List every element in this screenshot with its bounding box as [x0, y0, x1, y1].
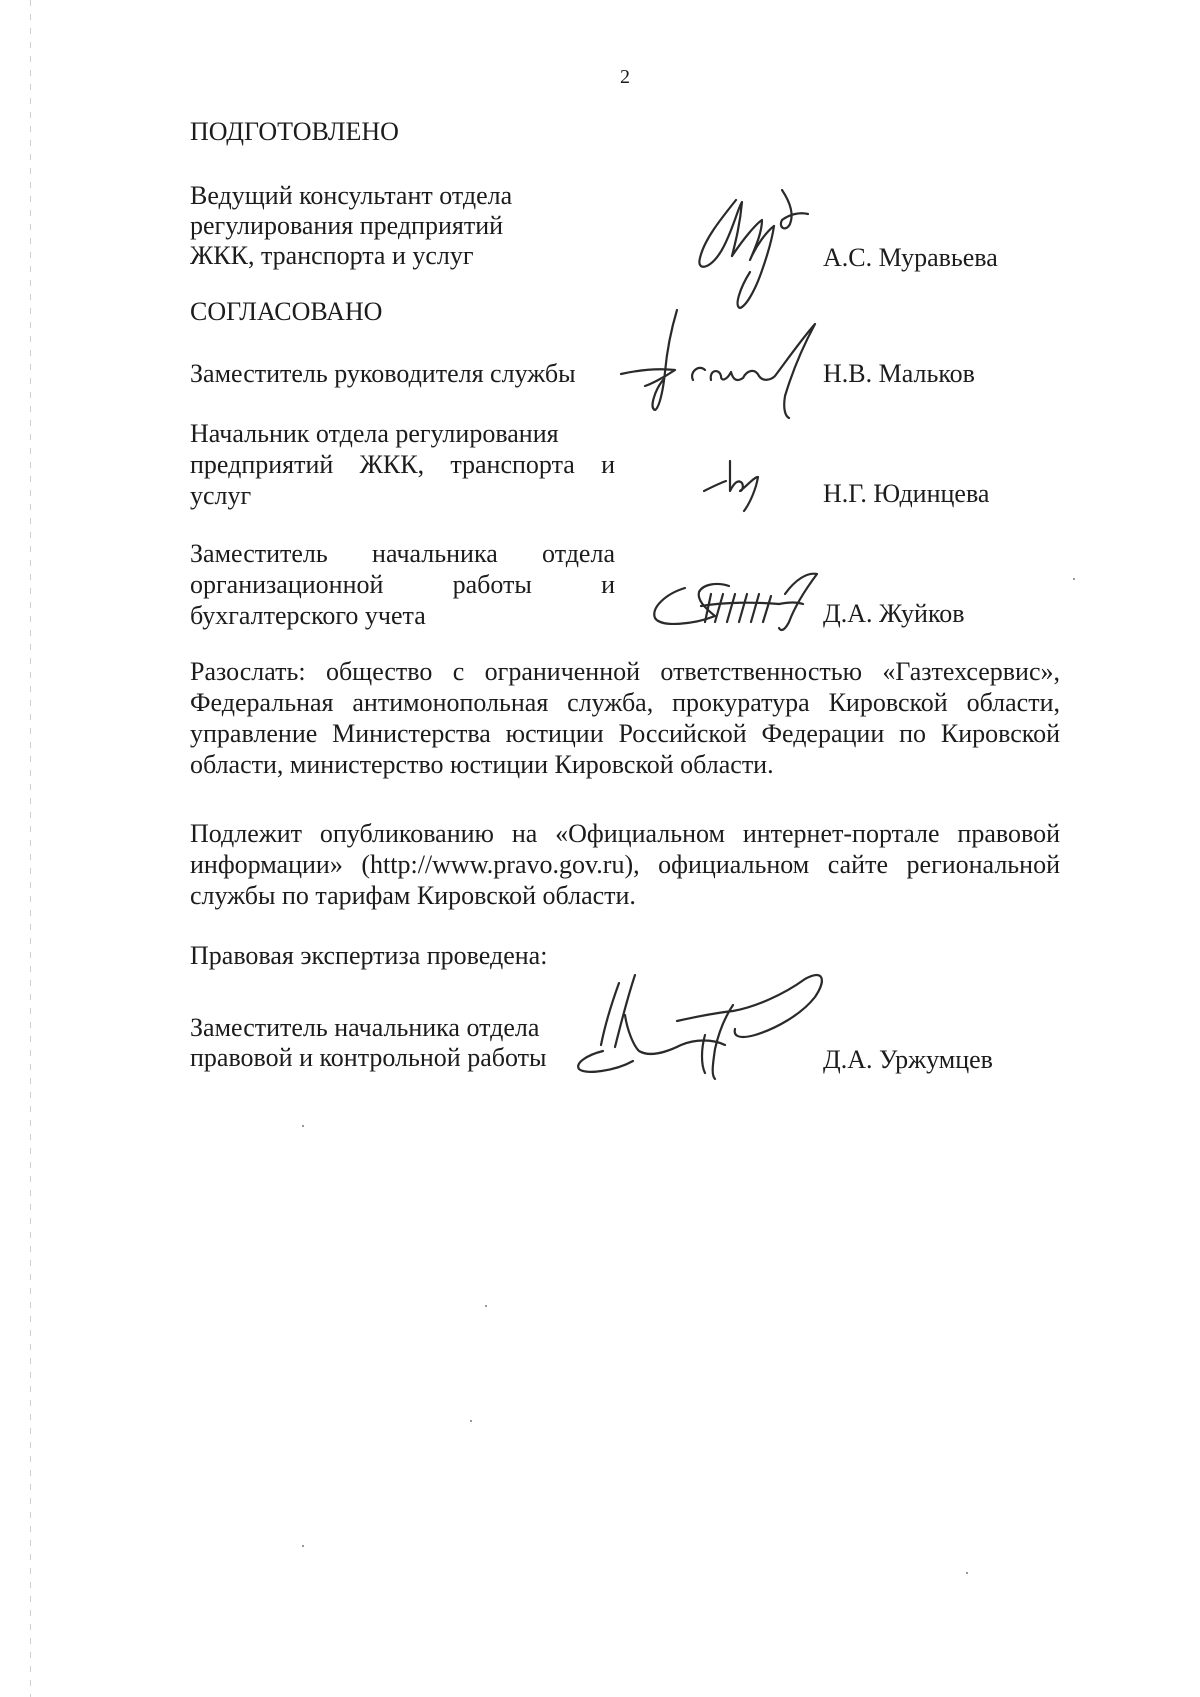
scan-speck	[470, 1420, 472, 1422]
legal-review-position-line: правовой и контрольной работы	[190, 1043, 547, 1072]
prepared-position-line: регулирования предприятий	[190, 211, 504, 240]
legal-review-heading: Правовая экспертиза проведена:	[190, 941, 548, 970]
prepared-heading: ПОДГОТОВЛЕНО	[190, 117, 399, 146]
publication-line: информации» (http://www.pravo.gov.ru), официальном сайте региональной	[190, 850, 1060, 879]
signature-urzhumtsev	[565, 965, 835, 1090]
agreed-position-line: Заместитель начальника отдела	[190, 539, 615, 568]
scan-speck	[1073, 578, 1075, 580]
scan-speck	[302, 1545, 304, 1547]
publication-paragraph	[190, 818, 1060, 911]
agreed-position	[190, 418, 615, 511]
signature-yudintseva	[700, 455, 770, 515]
signature-muravyeva	[690, 180, 820, 315]
prepared-name: А.С. Муравьева	[823, 243, 998, 272]
scan-speck	[485, 1305, 487, 1307]
distribution-line: Федеральная антимонопольная служба, прокуратура Кировской области,	[190, 688, 1060, 717]
prepared-position-line: Ведущий консультант отдела	[190, 181, 513, 210]
page-number: 2	[620, 66, 630, 88]
distribution-paragraph	[190, 656, 1060, 780]
agreed-position-line: предприятий ЖКК, транспорта и	[190, 450, 615, 479]
agreed-position-line: бухгалтерского учета	[190, 601, 426, 630]
signature-zhuikov	[645, 560, 840, 640]
agreed-name: Н.Г. Юдинцева	[823, 479, 990, 508]
agreed-position-line: Начальник отдела регулирования	[190, 419, 559, 448]
legal-review-position-line: Заместитель начальника отдела	[190, 1013, 540, 1042]
distribution-line: области, министерство юстиции Кировской области.	[190, 750, 774, 779]
distribution-line: управление Министерства юстиции Российской Федерации по Кировской	[190, 719, 1060, 748]
prepared-position-line: ЖКК, транспорта и услуг	[190, 241, 474, 270]
agreed-position-line: услуг	[190, 481, 252, 510]
scan-speck	[966, 1572, 968, 1574]
legal-review-name: Д.А. Уржумцев	[823, 1045, 993, 1074]
publication-line: службы по тарифам Кировской области.	[190, 881, 636, 910]
agreed-name: Н.В. Мальков	[823, 359, 975, 388]
agreed-heading: СОГЛАСОВАНО	[190, 297, 383, 326]
scan-speck	[302, 1125, 304, 1127]
agreed-position-line: организационной работы и	[190, 570, 615, 599]
scan-left-edge	[30, 0, 31, 1697]
distribution-line: Разослать: общество с ограниченной ответственностью «Газтехсервис»,	[190, 657, 1060, 686]
agreed-position	[190, 538, 615, 631]
agreed-name: Д.А. Жуйков	[823, 599, 965, 628]
agreed-position-line: Заместитель руководителя службы	[190, 359, 576, 388]
signature-malkov	[615, 300, 830, 425]
publication-line: Подлежит опубликованию на «Официальном интернет-портале правовой	[190, 819, 1060, 848]
